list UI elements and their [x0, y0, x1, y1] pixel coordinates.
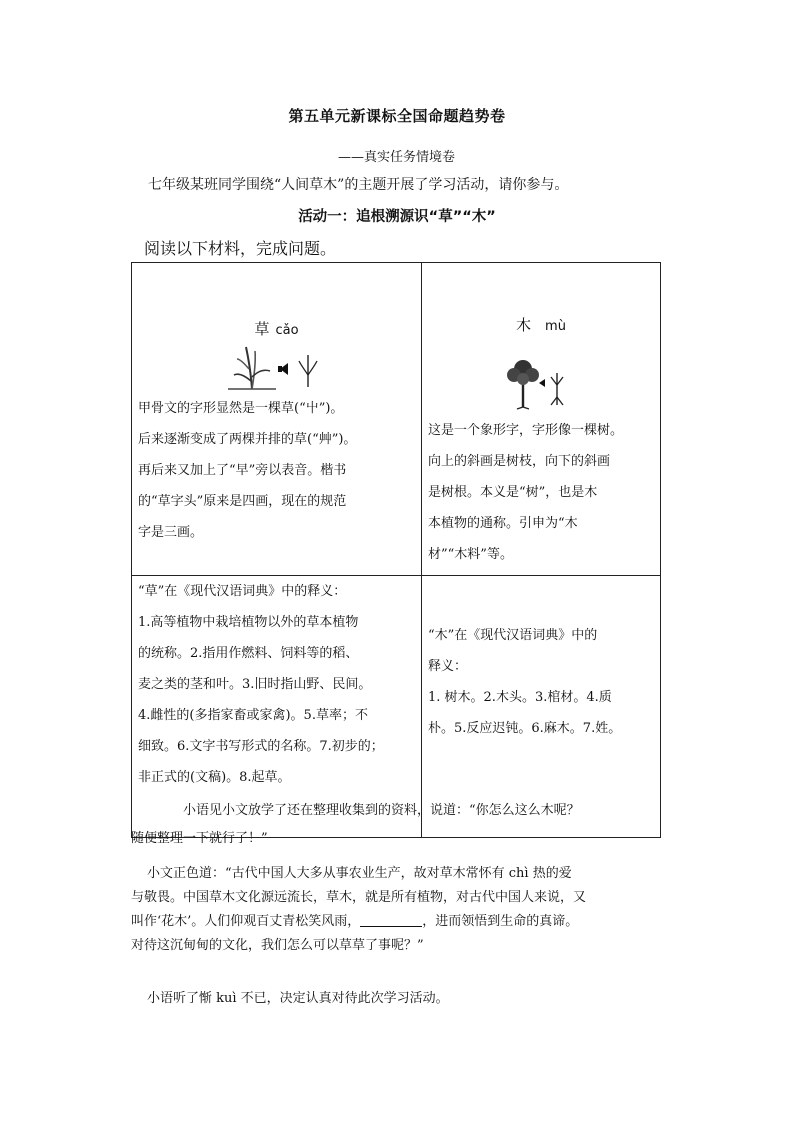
text-line: 是树根。本义是“树”，也是木: [428, 485, 598, 500]
cao-description: [138, 393, 415, 548]
mu-pinyin: mù: [545, 319, 566, 334]
text-line: 小文正色道：“古代中国人大多从事农业生产，故对草木常怀有 chì 热的爱: [147, 866, 572, 881]
text-line: 对待这沉甸甸的文化，我们怎么可以草草了事呢？”: [131, 938, 424, 953]
mu-origin-cell: [422, 263, 661, 576]
mu-dictionary-cell: [422, 576, 661, 838]
text-line: 与敬畏。中国草木文化源远流长，草木，就是所有植物，对古代中国人来说，又: [131, 890, 587, 905]
story-paragraph-1: [131, 800, 701, 850]
cao-dictionary-cell: [132, 576, 422, 838]
mu-char: 木: [516, 316, 532, 334]
text-line: 材”“木料”等。: [428, 547, 513, 562]
story-paragraph-3: [147, 988, 449, 1010]
text-line: 小语听了惭 kuì 不已，决定认真对待此次学习活动。: [147, 991, 449, 1006]
text-line: [131, 910, 701, 934]
text-line: 小语见小文放学了还在整理收集到的资料，说道：“你怎么这么木呢？: [183, 803, 580, 818]
cao-glyph-illustration: [222, 341, 332, 393]
instruction-text: 阅读以下材料，完成问题。: [144, 239, 337, 258]
activity-heading: 活动一：追根溯源识“草”“木”: [298, 209, 496, 225]
cao-origin-cell: [132, 263, 422, 576]
text-line: 向上的斜画是树枝，向下的斜画: [428, 454, 611, 469]
text-line: 再后来又加上了“早”旁以表音。楷书: [138, 463, 347, 478]
mu-description: [428, 415, 654, 570]
cao-heading: [138, 319, 415, 341]
text-line: 1.高等植物中栽培植物以外的草本植物: [138, 615, 359, 630]
text-line: 释义：: [428, 659, 468, 674]
text-line: 4.雌性的(多指家畜或家禽)。5.草率；不: [138, 708, 368, 723]
cao-pinyin: cǎo: [275, 323, 299, 338]
fill-in-blank[interactable]: [360, 912, 422, 927]
text-segment: ，进而领悟到生命的真谛。: [422, 914, 579, 929]
intro-text: 七年级某班同学围绕“人间草木”的主题开展了学习活动，请你参与。: [148, 177, 569, 193]
text-line: 细致。6.文字书写形式的名称。7.初步的；: [138, 739, 384, 754]
text-line: 后来逐渐变成了两棵并排的草(“艸”)。: [138, 432, 357, 447]
page-subtitle: ——真实任务情境卷: [338, 150, 456, 165]
text-line: 非正式的(文稿)。8.起草。: [138, 770, 291, 785]
text-line: 随便整理一下就行了！”: [131, 831, 268, 846]
text-line: “草”在《现代汉语词典》中的释义：: [138, 584, 347, 599]
text-line: “木”在《现代汉语词典》中的: [428, 628, 598, 643]
text-line: 1. 树木。2.木头。3.棺材。4.质: [428, 690, 612, 705]
mu-heading: [428, 315, 654, 337]
text-line: 的“草字头”原来是四画，现在的规范: [138, 494, 347, 509]
story-paragraph-2: [131, 862, 701, 958]
text-line: 字是三画。: [138, 525, 204, 540]
material-table: [131, 262, 661, 838]
text-line: 这是一个象形字，字形像一棵树。: [428, 423, 624, 438]
page-title: 第五单元新课标全国命题趋势卷: [288, 107, 506, 125]
text-line: 本植物的通称。引申为“木: [428, 516, 578, 531]
text-line: 的统称。2.指用作燃料、饲料等的稻、: [138, 646, 359, 661]
text-line: 麦之类的茎和叶。3.旧时指山野、民间。: [138, 677, 372, 692]
cao-char: 草: [254, 320, 270, 338]
text-segment: 叫作‘花木’。人们仰观百丈青松笑风雨，: [131, 914, 361, 929]
mu-glyph-illustration: [501, 351, 581, 411]
text-line: 甲骨文的字形显然是一棵草(“屮”)。: [138, 401, 344, 416]
text-line: 朴。5.反应迟钝。6.麻木。7.姓。: [428, 721, 622, 736]
